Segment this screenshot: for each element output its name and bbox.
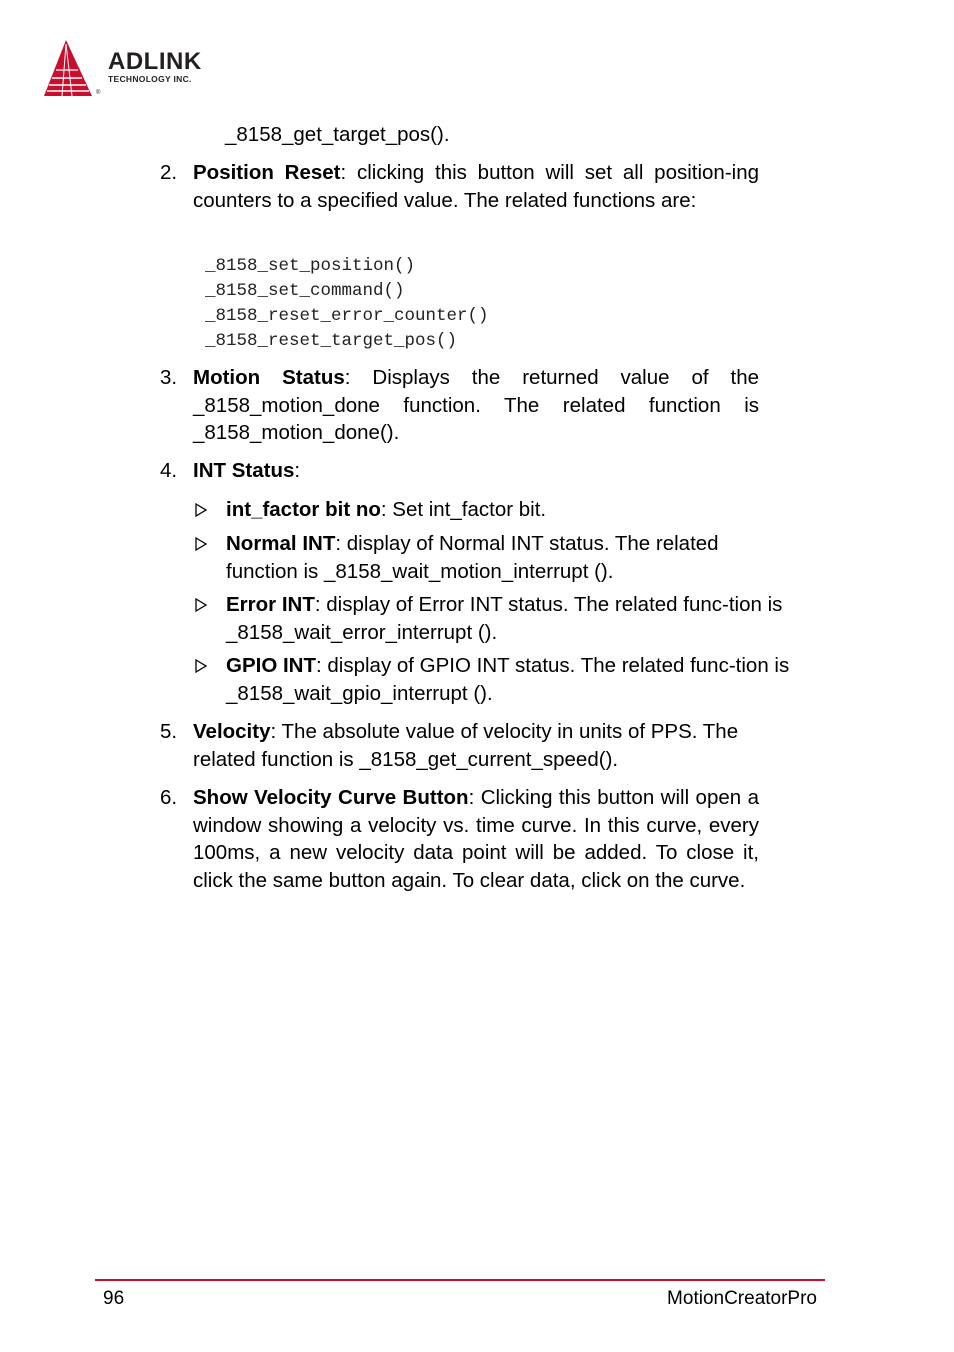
bullet-title: int_factor bit no <box>226 498 381 521</box>
page-number: 96 <box>103 1288 125 1309</box>
triangle-bullet-icon <box>193 502 209 518</box>
item-number: 6. <box>160 786 178 809</box>
item-text: : clicking this button will set all position-ing counters to a specified value. The related functions are: <box>193 161 760 212</box>
item-title: Motion Status <box>193 366 345 389</box>
item-text: : <box>294 459 301 482</box>
adlink-logo <box>42 38 242 100</box>
code-line: _8158_set_position() <box>205 256 416 276</box>
triangle-bullet-icon <box>193 597 209 613</box>
logo-wordmark: ADLINK <box>108 48 202 75</box>
item-title: Show Velocity Curve Button <box>193 786 469 809</box>
footer-doc-title: MotionCreatorPro <box>667 1288 817 1309</box>
item-text: : Clicking this button will open a window showing a velocity vs. time curve. In this curve, every 100ms, a new velocity data point will be added. To close it, click the same button again. To clear data, click on the curve. <box>193 786 759 892</box>
triangle-bullet-icon <box>193 536 209 552</box>
code-line: _8158_reset_target_pos() <box>205 331 458 351</box>
bullet-title: Normal INT <box>226 532 336 555</box>
bullet-error-int <box>226 591 796 646</box>
bullet-normal-int <box>226 530 796 585</box>
bullet-text: : Set int_factor bit. <box>380 498 547 521</box>
item-title: INT Status <box>193 459 295 482</box>
item-title: Position Reset <box>193 161 341 184</box>
item-number: 5. <box>160 720 178 743</box>
bullet-title: GPIO INT <box>226 654 316 677</box>
intro-line: _8158_get_target_pos(). <box>225 123 450 146</box>
item-text: : Displays the returned value of the _8158_motion_done function. The related function is _8158_motion_done(). <box>193 366 760 444</box>
bullet-text: : display of GPIO INT status. The related func-tion is _8158_wait_gpio_interrupt (). <box>226 654 790 705</box>
bullet-text: : display of Error INT status. The related func-tion is _8158_wait_error_interrupt (). <box>226 593 783 644</box>
item-number: 2. <box>160 161 178 184</box>
bullet-int-factor <box>226 496 796 524</box>
list-item-motion-status <box>193 364 759 447</box>
adlink-triangle-icon <box>42 38 104 100</box>
item-number: 3. <box>160 366 178 389</box>
triangle-bullet-icon <box>193 658 209 674</box>
list-item-position-reset <box>193 159 759 214</box>
code-line: _8158_reset_error_counter() <box>205 306 489 326</box>
bullet-gpio-int <box>226 652 796 707</box>
item-text: : The absolute value of velocity in units of PPS. The related function is _8158_get_current_speed(). <box>193 720 739 771</box>
item-number: 4. <box>160 459 178 482</box>
item-title: Velocity <box>193 720 271 743</box>
list-item-velocity <box>193 718 763 773</box>
list-item-int-status <box>193 457 759 485</box>
footer-rule <box>95 1279 825 1281</box>
code-line: _8158_set_command() <box>205 281 405 301</box>
list-item-show-velocity-curve <box>193 784 759 894</box>
bullet-text: : display of Normal INT status. The related function is _8158_wait_motion_interrupt (). <box>226 532 719 583</box>
logo-registered-mark: ® <box>96 90 101 96</box>
logo-subtitle: TECHNOLOGY INC. <box>108 74 192 84</box>
bullet-title: Error INT <box>226 593 315 616</box>
